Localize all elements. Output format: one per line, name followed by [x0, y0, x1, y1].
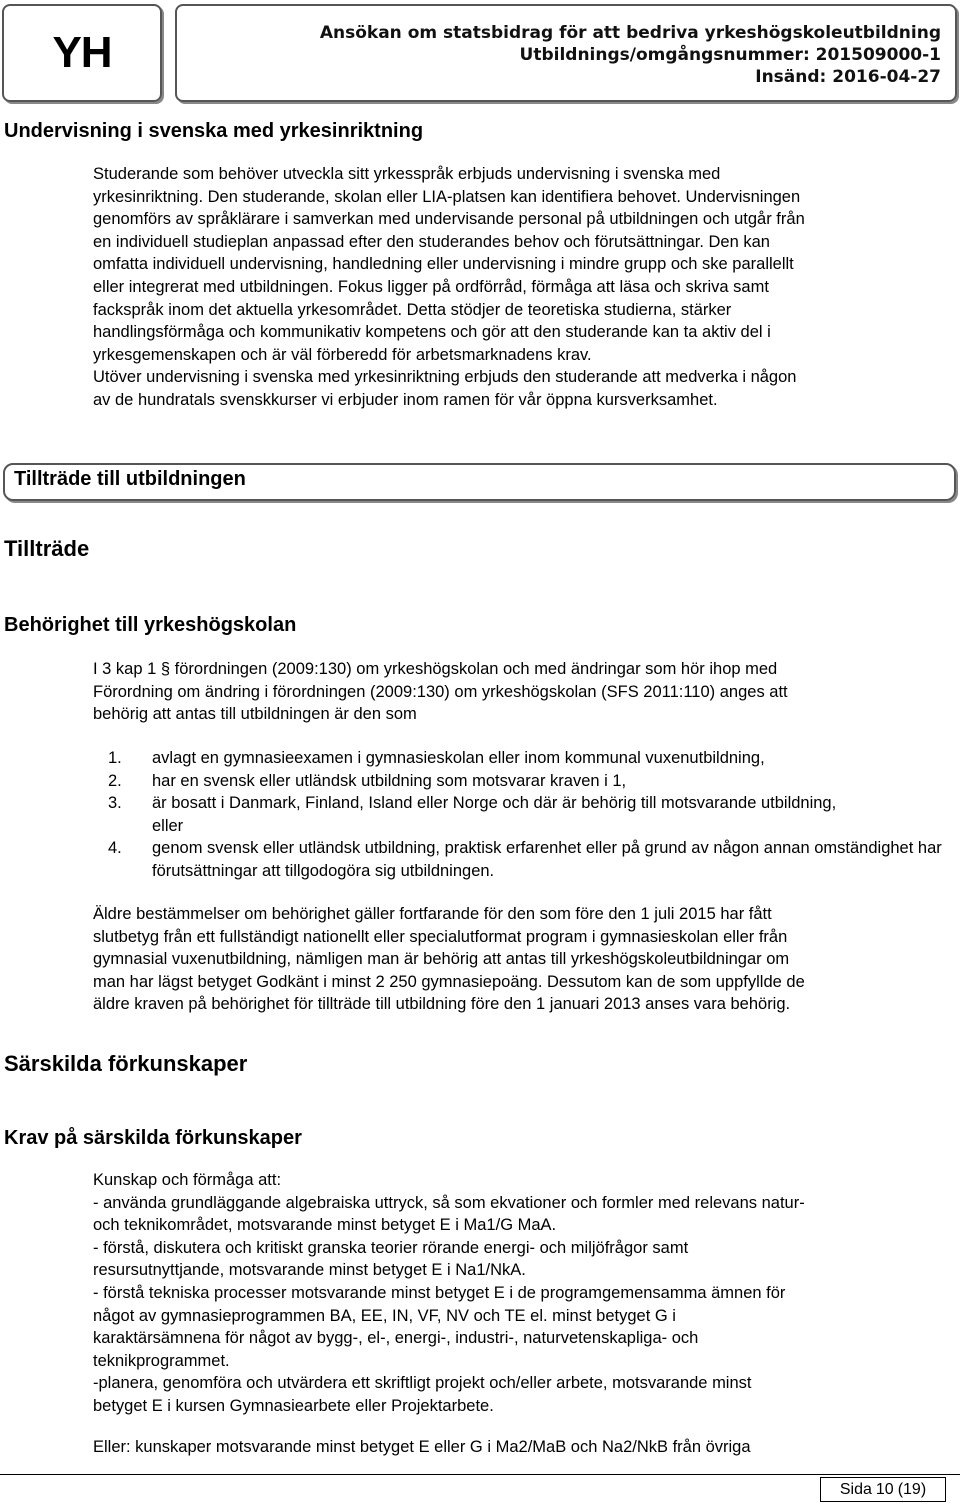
page-number-box — [820, 1477, 946, 1502]
paragraph-line: gymnasial vuxenutbildning, nämligen man är behörig att antas till yrkeshögskoleutbildningar om — [93, 950, 790, 969]
heading-sarskilda-forkunskaper: Särskilda förkunskaper — [4, 1051, 248, 1076]
paragraph-line: och teknikområdet, motsvarande minst betyget E i Ma1/G MaA. — [93, 1216, 557, 1235]
page-total: (19) — [897, 1480, 927, 1498]
list-number: 4. — [108, 839, 122, 858]
paragraph-line: man har lägst betyget Godkänt i minst 2 250 gymnasiepoäng. Dessutom kan de som uppfyllde de — [93, 972, 805, 991]
paragraph-line: - förstå tekniska processer motsvarande minst betyget E i de programgemensamma ämnen för — [93, 1283, 786, 1302]
paragraph-line: av de hundratals svenskkurser vi erbjuder inom ramen för vår öppna kursverksamhet. — [93, 390, 718, 409]
paragraph-line: Äldre bestämmelser om behörighet gäller fortfarande för den som före den 1 juli 2015 har fått — [93, 905, 772, 923]
paragraph-line: behörig att antas till utbildningen är den som — [93, 705, 417, 724]
paragraph-line: betyget E i kursen Gymnasiearbete eller Projektarbete. — [93, 1396, 494, 1415]
paragraph-line: genomförs av språklärare i samverkan med undervisande personal på utbildningen och utgår från — [93, 210, 805, 229]
list-item — [108, 792, 948, 837]
behorighet-list — [108, 747, 948, 883]
paragraph-line: handlingsförmåga och kommunikativ kompetens och gör att den studerande kan ta aktiv del i — [93, 323, 771, 342]
page-label: Sida — [839, 1480, 872, 1498]
paragraph-line: en individuell studieplan anpassad efter den studerandes behov och förutsättningar. Den kan — [93, 232, 770, 251]
behorighet-intro — [93, 658, 958, 726]
list-number: 3. — [108, 794, 122, 813]
krav-paragraph — [93, 1169, 958, 1418]
undervisning-paragraph — [93, 163, 958, 412]
list-item — [108, 747, 948, 770]
paragraph-line: slutbetyg från ett fullständigt nationellt eller specialutformat program i gymnasieskolan eller från — [93, 927, 788, 946]
heading-tilltrade: Tillträde — [4, 536, 90, 561]
list-item — [108, 837, 948, 882]
paragraph-line: eller integrerat med utbildningen. Fokus ligger på ordförråd, förmåga att läsa och skriva samt — [93, 277, 769, 296]
list-text: är bosatt i Danmark, Finland, Island eller Norge och där är behörig till motsvarande utbildning, eller — [152, 794, 837, 835]
paragraph-line: - använda grundläggande algebraiska uttryck, så som ekvationer och formler med relevans natur- — [93, 1193, 805, 1212]
header-submitted-date: Insänd: 2016-04-27 — [755, 67, 941, 87]
logo: YH — [2, 4, 162, 102]
list-text: har en svensk eller utländsk utbildning som motsvarar kraven i 1, — [152, 771, 627, 790]
list-number: 2. — [108, 771, 122, 790]
paragraph-line: -planera, genomföra och utvärdera ett skriftligt projekt och/eller arbete, motsvarande minst — [93, 1374, 752, 1393]
paragraph-line: yrkesgemenskapen och är väl förberedd för arbetsmarknadens krav. — [93, 345, 592, 364]
paragraph-line: Förordning om ändring i förordningen (2009:130) om yrkeshögskolan (SFS 2011:110) anges att — [93, 682, 788, 701]
document-header — [175, 4, 957, 102]
list-item — [108, 770, 948, 793]
paragraph-line: omfatta individuell undervisning, handledning eller undervisning i mindre grupp och ske parallellt — [93, 255, 794, 274]
paragraph-line: karaktärsämnena för något av bygg-, el-, energi-, industri-, naturvetenskapliga- och — [93, 1329, 699, 1348]
paragraph-line: fackspråk inom det aktuella yrkesområdet. Detta stödjer de teoretiska studierna, stärker — [93, 300, 732, 319]
eller-line: Eller: kunskaper motsvarande minst betyget E eller G i Ma2/MaB och Na2/NkB från övriga — [93, 1438, 751, 1456]
paragraph-line: I 3 kap 1 § förordningen (2009:130) om yrkeshögskolan och med ändringar som hör ihop med — [93, 660, 778, 678]
paragraph-line: yrkesinriktning. Den studerande, skolan eller LIA-platsen kan identifiera behovet. Undervisningen — [93, 187, 801, 206]
older-rules-paragraph — [93, 903, 958, 1016]
heading-behorighet: Behörighet till yrkeshögskolan — [4, 614, 297, 636]
header-application-number: Utbildnings/omgångsnummer: 201509000-1 — [519, 45, 941, 65]
paragraph-line: - förstå, diskutera och kritiskt granska teorier rörande energi- och miljöfrågor samt — [93, 1238, 689, 1257]
paragraph-line: Utöver undervisning i svenska med yrkesinriktning erbjuds den studerande att medverka i någon — [93, 368, 797, 387]
section-title-undervisning: Undervisning i svenska med yrkesinriktning — [4, 120, 424, 142]
section-heading-tilltrade-box: Tillträde till utbildningen — [3, 463, 956, 501]
list-number: 1. — [108, 749, 122, 767]
header-title: Ansökan om statsbidrag för att bedriva yrkeshögskoleutbildning — [319, 23, 941, 43]
heading-krav: Krav på särskilda förkunskaper — [4, 1127, 302, 1149]
paragraph-line: resursutnyttjande, motsvarande minst betyget E i Na1/NkA. — [93, 1261, 526, 1280]
paragraph-line: Studerande som behöver utveckla sitt yrkesspråk erbjuds undervisning i svenska med — [93, 165, 721, 183]
list-text: avlagt en gymnasieexamen i gymnasieskolan eller inom kommunal vuxenutbildning, — [152, 749, 765, 767]
paragraph-line: något av gymnasieprogrammen BA, EE, IN, VF, NV och TE el. minst betyget G i — [93, 1306, 676, 1325]
list-text: genom svensk eller utländsk utbildning, praktisk erfarenhet eller på grund av någon annan omständighet har förutsättningar att tillgodogöra sig utbildningen. — [152, 839, 942, 880]
paragraph-line: teknikprogrammet. — [93, 1351, 230, 1370]
footer-divider — [0, 1474, 960, 1475]
page-current: 10 — [875, 1480, 894, 1498]
paragraph-line: Kunskap och förmåga att: — [93, 1171, 282, 1189]
paragraph-line: äldre kraven på behörighet för tillträde till utbildning före den 1 januari 2013 anses vara behörig. — [93, 995, 791, 1014]
